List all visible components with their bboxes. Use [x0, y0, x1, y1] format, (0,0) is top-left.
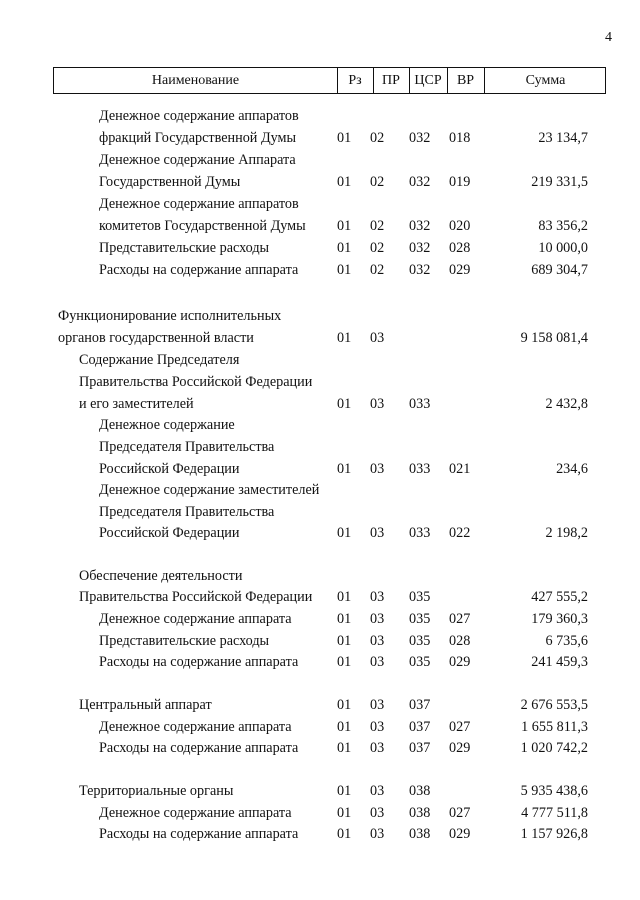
row-pr: 03: [370, 826, 385, 842]
row-name: Правительства Российской Федерации: [79, 374, 313, 390]
header-name: Наименование: [151, 72, 240, 88]
table-row: [0, 150, 640, 170]
row-pr: 03: [370, 330, 385, 346]
row-name: Расходы на содержание аппарата: [99, 262, 299, 278]
table-row: [0, 328, 640, 348]
row-name: Денежное содержание аппарата: [99, 719, 292, 735]
row-rz: 01: [337, 654, 352, 670]
row-pr: 02: [370, 130, 385, 146]
row-csr: 033: [409, 461, 431, 477]
row-name: Расходы на содержание аппарата: [99, 654, 299, 670]
row-name: Денежное содержание аппарата: [99, 805, 292, 821]
row-csr: 032: [409, 262, 431, 278]
row-sum: 219 331,5: [531, 174, 588, 190]
row-csr: 037: [409, 697, 431, 713]
row-sum: 427 555,2: [531, 589, 588, 605]
table-row: [0, 306, 640, 326]
row-pr: 03: [370, 805, 385, 821]
table-row: [0, 128, 640, 148]
table-row: [0, 738, 640, 758]
row-rz: 01: [337, 783, 352, 799]
table-row: [0, 394, 640, 414]
row-csr: 038: [409, 805, 431, 821]
row-name: Территориальные органы: [79, 783, 234, 799]
table-row: [0, 824, 640, 844]
row-sum: 5 935 438,6: [520, 783, 588, 799]
table-row: [0, 216, 640, 236]
row-name: Государственной Думы: [99, 174, 241, 190]
table-row: [0, 695, 640, 715]
row-vr: 029: [449, 740, 471, 756]
row-name: органов государственной власти: [58, 330, 254, 346]
row-vr: 028: [449, 240, 471, 256]
row-vr: 022: [449, 525, 471, 541]
row-csr: 035: [409, 589, 431, 605]
row-rz: 01: [337, 719, 352, 735]
row-sum: 2 432,8: [545, 396, 588, 412]
row-pr: 03: [370, 589, 385, 605]
row-sum: 2 198,2: [545, 525, 588, 541]
row-vr: 028: [449, 633, 471, 649]
row-name: Денежное содержание аппаратов: [99, 108, 299, 124]
row-vr: 027: [449, 611, 471, 627]
header-sum: Сумма: [525, 72, 566, 88]
row-rz: 01: [337, 330, 352, 346]
row-sum: 9 158 081,4: [520, 330, 588, 346]
row-sum: 6 735,6: [545, 633, 588, 649]
header-rz: Рз: [348, 72, 362, 88]
row-vr: 029: [449, 262, 471, 278]
table-row: [0, 260, 640, 280]
row-csr: 032: [409, 130, 431, 146]
table-row: [0, 803, 640, 823]
row-name: Расходы на содержание аппарата: [99, 826, 299, 842]
table-header: [53, 67, 606, 94]
page-number: 4: [605, 30, 612, 45]
row-rz: 01: [337, 589, 352, 605]
row-name: фракций Государственной Думы: [99, 130, 297, 146]
row-vr: 020: [449, 218, 471, 234]
row-name: Правительства Российской Федерации: [79, 589, 313, 605]
row-sum: 234,6: [556, 461, 588, 477]
table-row: [0, 609, 640, 629]
row-rz: 01: [337, 262, 352, 278]
row-name: Содержание Председателя: [79, 352, 240, 368]
row-name: Председателя Правительства: [99, 504, 275, 520]
row-csr: 032: [409, 218, 431, 234]
row-sum: 179 360,3: [531, 611, 588, 627]
row-sum: 1 020 742,2: [520, 740, 588, 756]
row-pr: 03: [370, 697, 385, 713]
row-name: Представительские расходы: [99, 240, 270, 256]
table-row: [0, 194, 640, 214]
row-rz: 01: [337, 611, 352, 627]
row-name: и его заместителей: [79, 396, 194, 412]
row-csr: 037: [409, 740, 431, 756]
row-name: Представительские расходы: [99, 633, 270, 649]
row-pr: 03: [370, 396, 385, 412]
row-csr: 035: [409, 654, 431, 670]
row-rz: 01: [337, 740, 352, 756]
row-rz: 01: [337, 174, 352, 190]
table-row: [0, 350, 640, 370]
row-vr: 019: [449, 174, 471, 190]
row-rz: 01: [337, 218, 352, 234]
row-name: Российской Федерации: [99, 461, 240, 477]
row-pr: 02: [370, 240, 385, 256]
table-row: [0, 523, 640, 543]
row-name: Денежное содержание: [99, 417, 235, 433]
row-pr: 03: [370, 783, 385, 799]
row-sum: 2 676 553,5: [520, 697, 588, 713]
row-csr: 035: [409, 611, 431, 627]
row-sum: 10 000,0: [538, 240, 588, 256]
row-name: Российской Федерации: [99, 525, 240, 541]
row-pr: 03: [370, 654, 385, 670]
row-sum: 23 134,7: [538, 130, 588, 146]
table-row: [0, 437, 640, 457]
row-rz: 01: [337, 826, 352, 842]
row-sum: 689 304,7: [531, 262, 588, 278]
row-name: Денежное содержание аппаратов: [99, 196, 299, 212]
table-row: [0, 172, 640, 192]
row-vr: 018: [449, 130, 471, 146]
row-rz: 01: [337, 805, 352, 821]
row-rz: 01: [337, 396, 352, 412]
table-row: [0, 587, 640, 607]
table-row: [0, 459, 640, 479]
table-row: [0, 631, 640, 651]
row-rz: 01: [337, 697, 352, 713]
row-name: Расходы на содержание аппарата: [99, 740, 299, 756]
row-pr: 03: [370, 719, 385, 735]
table-row: [0, 652, 640, 672]
table-row: [0, 480, 640, 500]
row-rz: 01: [337, 461, 352, 477]
row-pr: 02: [370, 174, 385, 190]
row-sum: 83 356,2: [538, 218, 588, 234]
row-sum: 1 655 811,3: [521, 719, 588, 735]
row-name: Денежное содержание заместителей: [99, 482, 320, 498]
table-row: [0, 502, 640, 522]
table-row: [0, 566, 640, 586]
row-csr: 035: [409, 633, 431, 649]
row-name: Центральный аппарат: [79, 697, 212, 713]
table-row: [0, 415, 640, 435]
table-row: [0, 781, 640, 801]
row-vr: 027: [449, 719, 471, 735]
row-sum: 241 459,3: [531, 654, 588, 670]
row-rz: 01: [337, 130, 352, 146]
row-name: Председателя Правительства: [99, 439, 275, 455]
row-name: Денежное содержание Аппарата: [99, 152, 296, 168]
row-vr: 029: [449, 826, 471, 842]
row-name: комитетов Государственной Думы: [99, 218, 306, 234]
row-csr: 032: [409, 240, 431, 256]
row-pr: 03: [370, 633, 385, 649]
row-name: Денежное содержание аппарата: [99, 611, 292, 627]
row-csr: 038: [409, 826, 431, 842]
row-pr: 03: [370, 740, 385, 756]
row-vr: 021: [449, 461, 471, 477]
row-csr: 037: [409, 719, 431, 735]
row-sum: 4 777 511,8: [521, 805, 588, 821]
row-pr: 03: [370, 461, 385, 477]
row-pr: 02: [370, 262, 385, 278]
row-pr: 03: [370, 525, 385, 541]
row-pr: 03: [370, 611, 385, 627]
row-csr: 033: [409, 525, 431, 541]
table-row: [0, 106, 640, 126]
row-name: Функционирование исполнительных: [58, 308, 282, 324]
row-rz: 01: [337, 633, 352, 649]
row-name: Обеспечение деятельности: [79, 568, 243, 584]
row-csr: 032: [409, 174, 431, 190]
row-vr: 029: [449, 654, 471, 670]
row-rz: 01: [337, 240, 352, 256]
row-vr: 027: [449, 805, 471, 821]
row-pr: 02: [370, 218, 385, 234]
row-sum: 1 157 926,8: [520, 826, 588, 842]
table-row: [0, 372, 640, 392]
table-row: [0, 717, 640, 737]
row-csr: 033: [409, 396, 431, 412]
row-rz: 01: [337, 525, 352, 541]
table-row: [0, 238, 640, 258]
header-vr: ВР: [456, 72, 475, 88]
row-csr: 038: [409, 783, 431, 799]
header-csr: ЦСР: [414, 72, 442, 88]
header-pr: ПР: [382, 72, 400, 88]
